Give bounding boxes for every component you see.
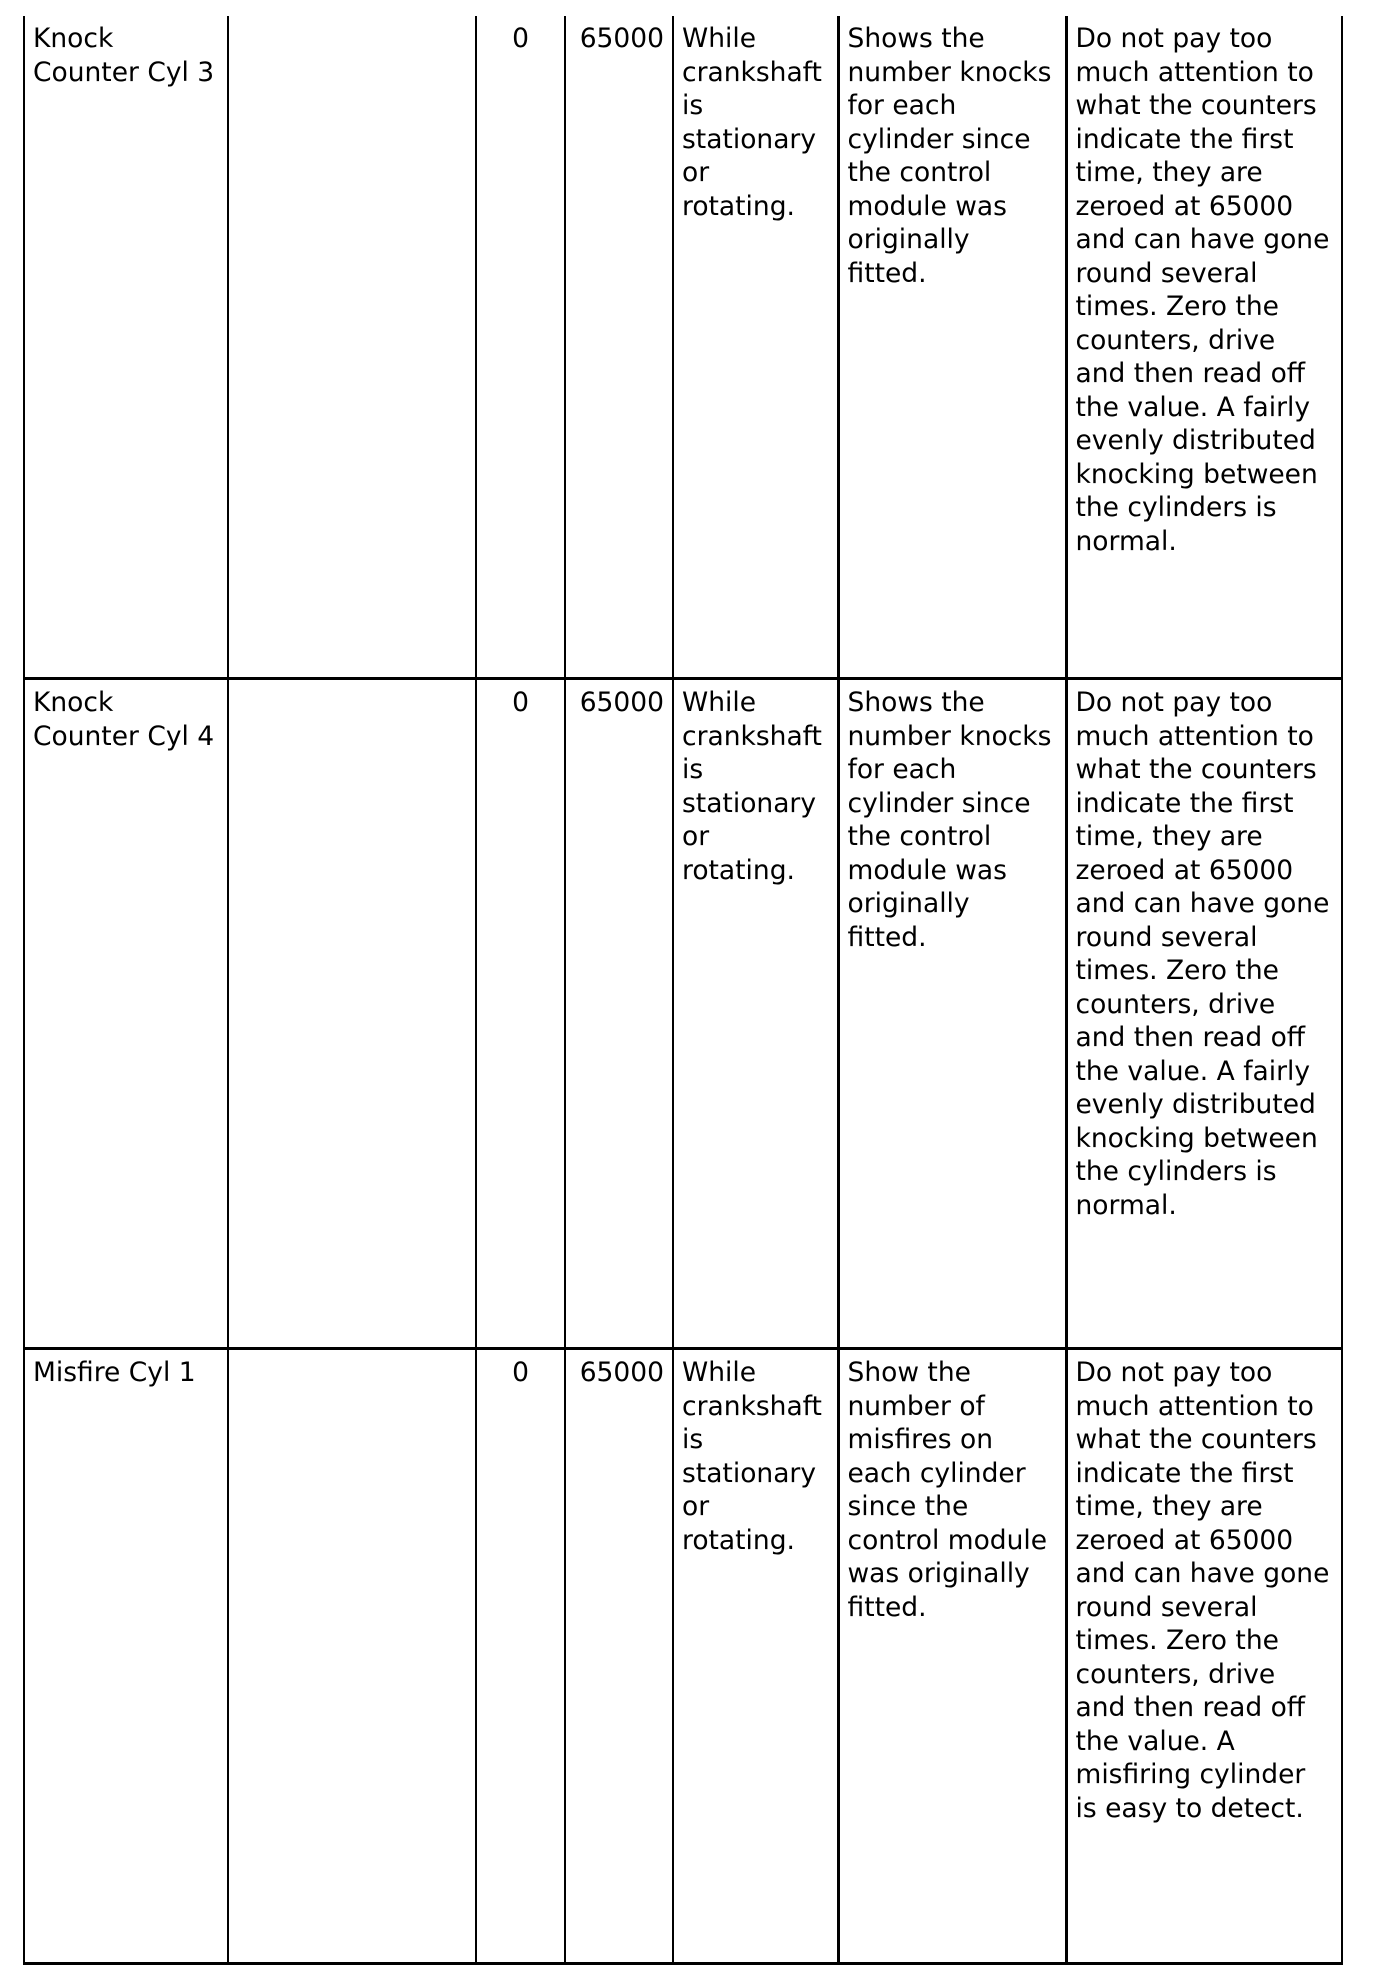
- min-value-cell: 0: [476, 679, 565, 1349]
- min-value-cell: 0: [476, 1349, 565, 1964]
- condition-cell: While crankshaft is stationary or rotating.: [673, 16, 838, 679]
- unit-cell: [228, 16, 476, 679]
- unit-cell: [228, 1349, 476, 1964]
- description-cell: Show the number of misfires on each cylinder since the control module was originally fitted.: [838, 1349, 1066, 1964]
- min-value-cell: 0: [476, 16, 565, 679]
- table-row: [24, 679, 1342, 1349]
- parameter-name-cell: Knock Counter Cyl 3: [24, 16, 228, 679]
- unit-cell: [228, 679, 476, 1349]
- parameter-name-cell: Knock Counter Cyl 4: [24, 679, 228, 1349]
- note-cell: Do not pay too much attention to what the counters indicate the first time, they are zeroed at 65000 and can have gone round several times. Zero the counters, drive and then read off the value. A fairly evenly distributed knocking between the cylinders is normal.: [1066, 16, 1342, 679]
- condition-cell: While crankshaft is stationary or rotating.: [673, 679, 838, 1349]
- parameter-name-cell: Misfire Cyl 1: [24, 1349, 228, 1964]
- note-cell: Do not pay too much attention to what the counters indicate the first time, they are zeroed at 65000 and can have gone round several times. Zero the counters, drive and then read off the value. A misfiring cylinder is easy to detect.: [1066, 1349, 1342, 1964]
- table-row: [24, 16, 1342, 679]
- max-value-cell: 65000: [565, 679, 673, 1349]
- condition-cell: While crankshaft is stationary or rotating.: [673, 1349, 838, 1964]
- note-cell: Do not pay too much attention to what the counters indicate the first time, they are zeroed at 65000 and can have gone round several times. Zero the counters, drive and then read off the value. A fairly evenly distributed knocking between the cylinders is normal.: [1066, 679, 1342, 1349]
- description-cell: Shows the number knocks for each cylinder since the control module was originally fitted.: [838, 16, 1066, 679]
- description-cell: Shows the number knocks for each cylinder since the control module was originally fitted.: [838, 679, 1066, 1349]
- table-row: [24, 1349, 1342, 1964]
- max-value-cell: 65000: [565, 1349, 673, 1964]
- parameter-table: [23, 16, 1343, 1965]
- max-value-cell: 65000: [565, 16, 673, 679]
